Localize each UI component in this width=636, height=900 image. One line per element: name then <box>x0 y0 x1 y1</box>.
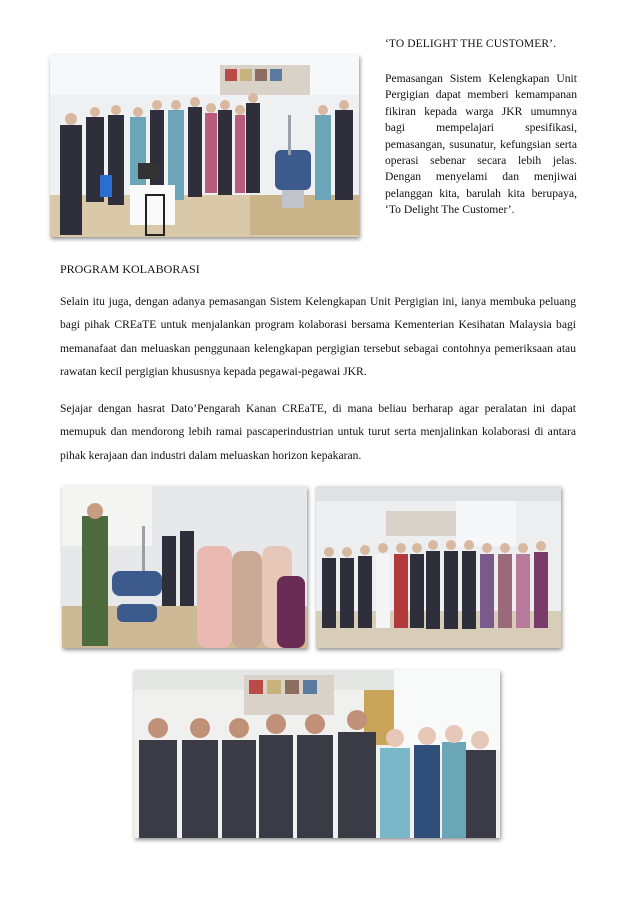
collaboration-paragraph-1: Selain itu juga, dengan adanya pemasangan Sistem Kelengkapan Unit Pergigian ini, ianya membuka peluang bagi pihak CREaTE untuk menjalankan program kolaborasi bersama Kementerian Kesihatan Malaysia bagi memanafaat dan meluaskan penggunaan kelengkapan pergigian tersebut sebagai contohnya pemeriksaan atau rawatan kecil pergigian khususnya kepada pegawai-pegawai JKR. <box>60 295 576 378</box>
side-heading: ‘TO DELIGHT THE CUSTOMER’. <box>385 38 557 50</box>
thumbs-up-group-photo <box>134 670 500 838</box>
dental-chair-demo-photo <box>62 486 307 648</box>
group-photo-dental-unit <box>50 55 359 237</box>
section-title: PROGRAM KOLABORASI <box>60 262 200 276</box>
side-paragraph: Pemasangan Sistem Kelengkapan Unit Pergigian dapat memberi kemampanan fikiran kepada warga JKR umumnya bagi mempelajari spesifikasi, pemasangan, susunatur, kefungsian serta operasi sebenar secara lebih jelas. Dengan menyelami dan menjiwai pelanggan kita, barulah kita berupaya, ‘To Delight The Customer’. <box>385 72 577 217</box>
group-photo-room <box>316 486 561 648</box>
collaboration-paragraph-2: Sejajar dengan hasrat Dato’Pengarah Kanan CREaTE, di mana beliau berharap agar peralatan ini dapat memupuk dan mendorong lebih ramai pascaperindustrian untuk turut serta menjalinkan kolaborasi di antara pihak kerajaan dan industri dalam meluaskan horizon kepakaran. <box>60 402 576 462</box>
